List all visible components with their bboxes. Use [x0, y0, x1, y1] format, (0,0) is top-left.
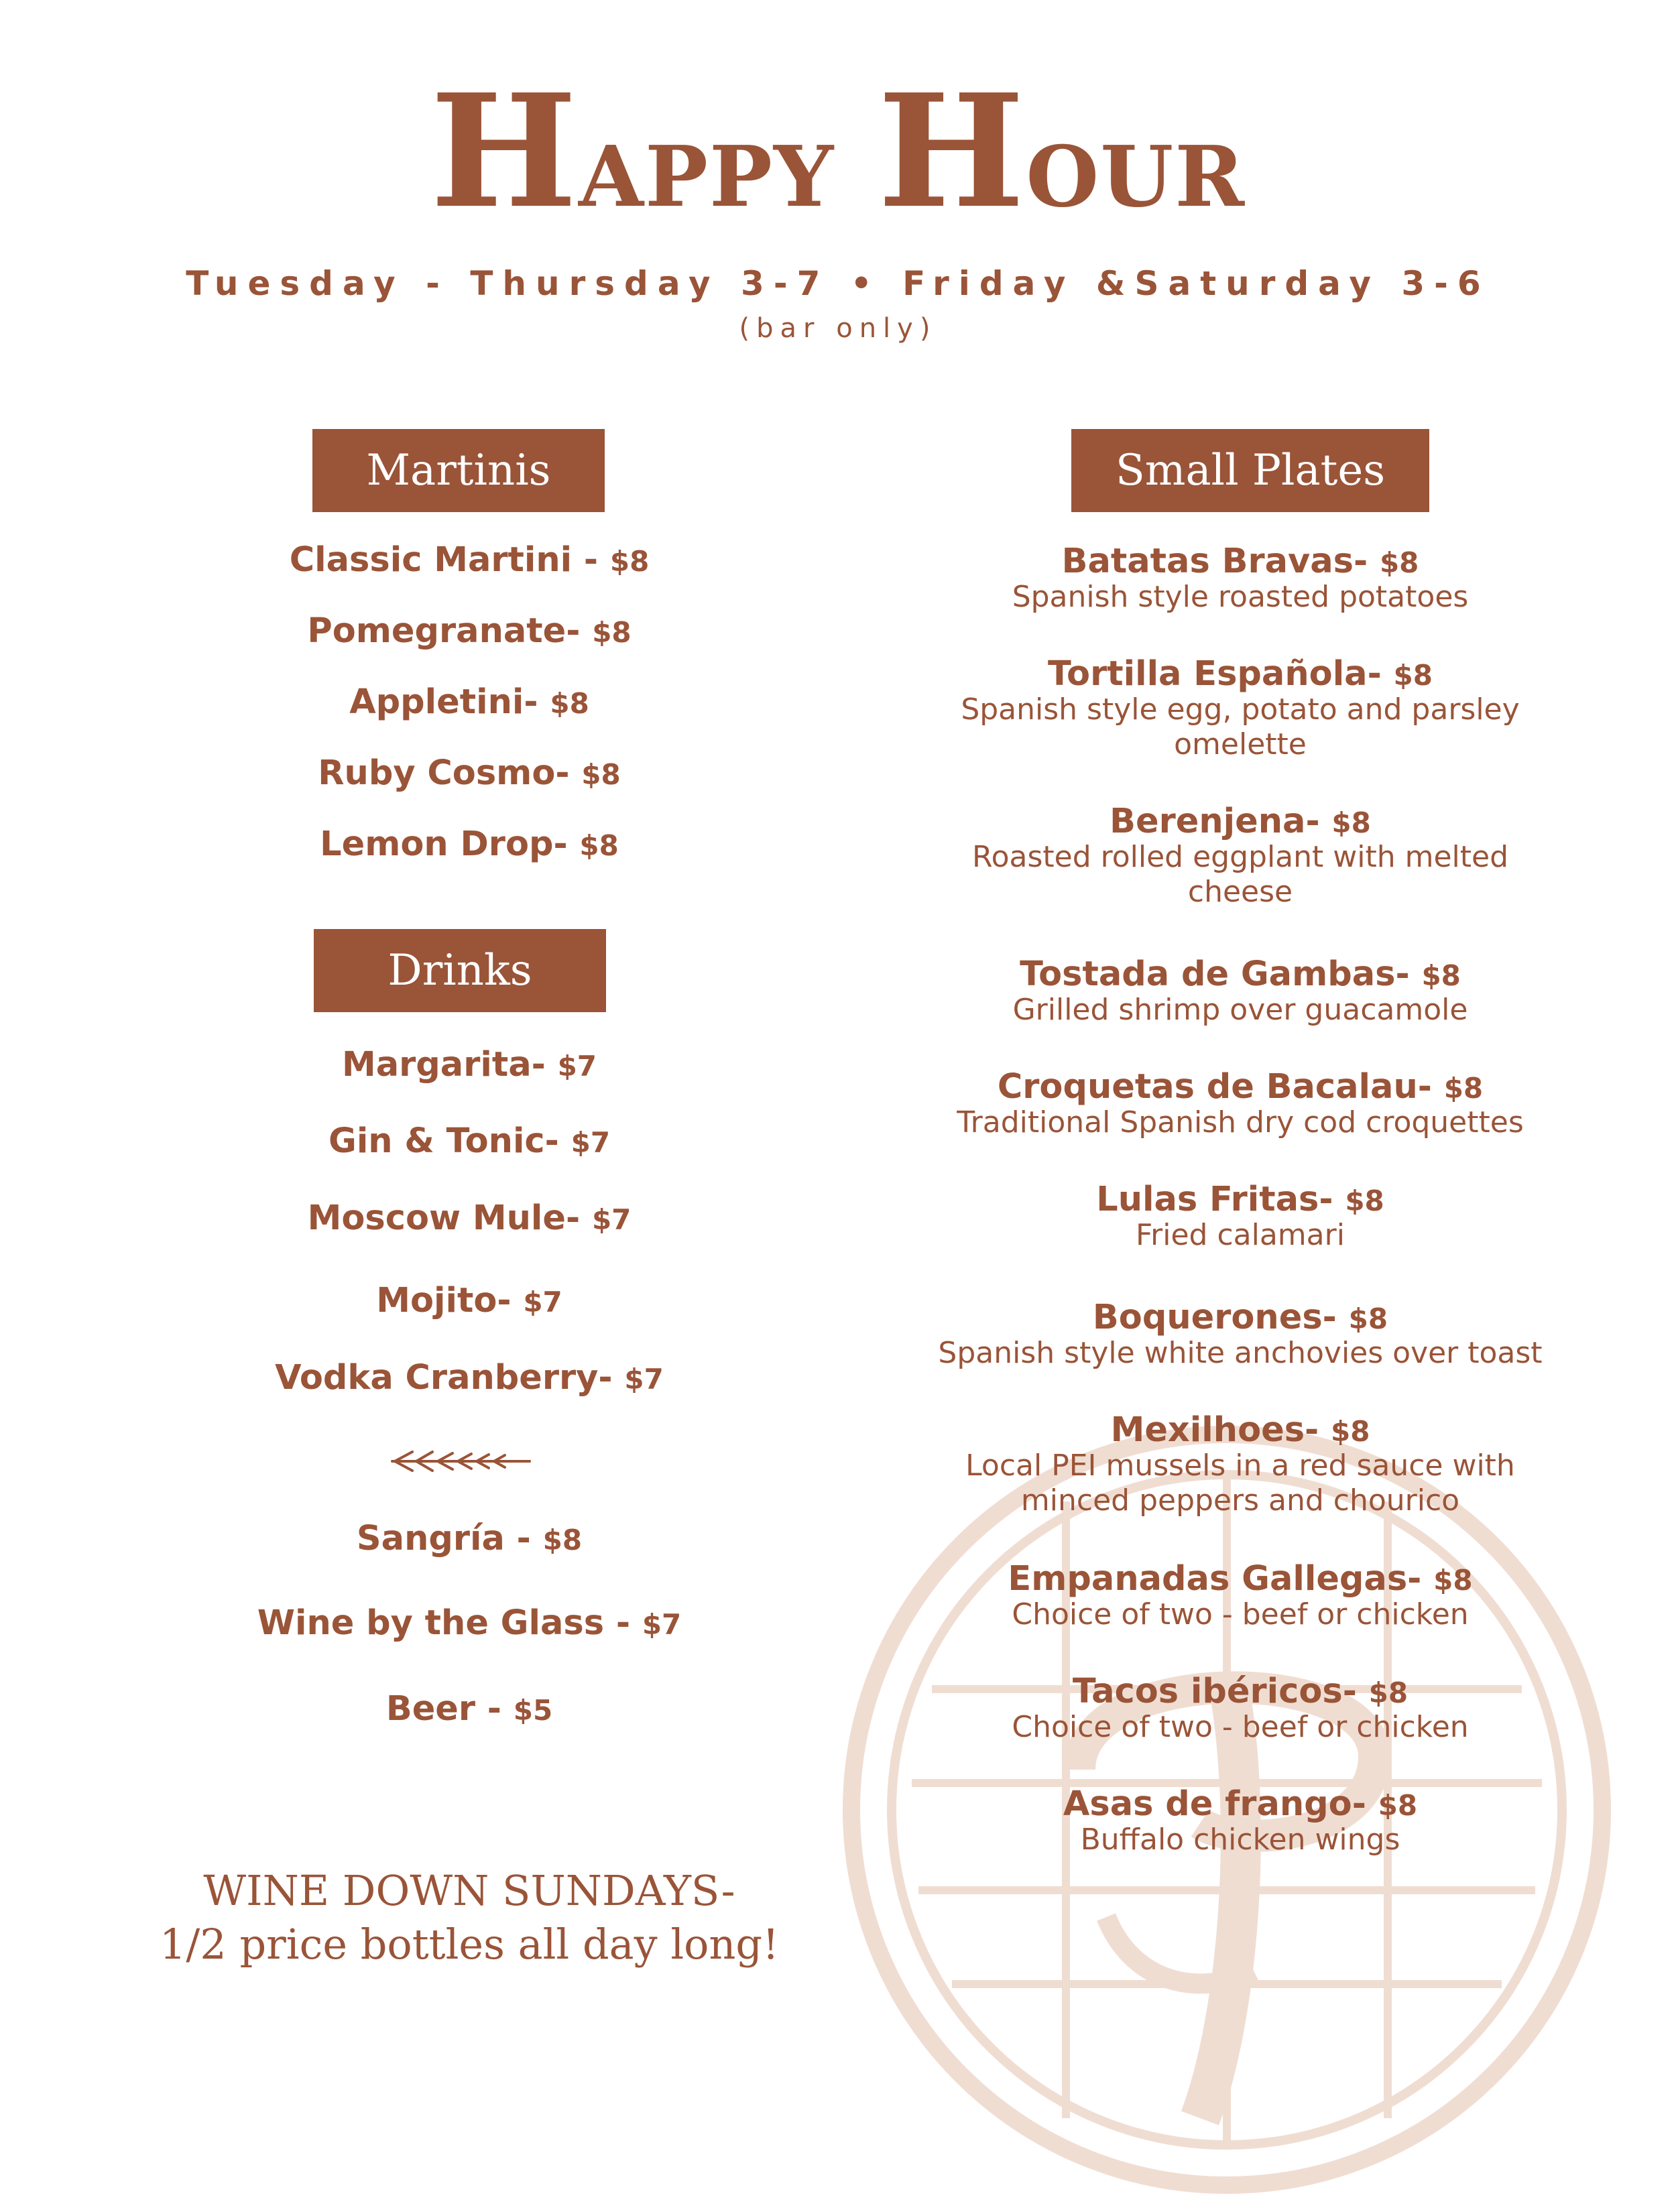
menu-item [134, 1281, 804, 1320]
menu-item [134, 1121, 804, 1161]
item-price: $8 [1348, 1302, 1388, 1335]
item-title [872, 804, 1609, 839]
item-price: $8 [579, 829, 619, 862]
promo-line-1: WINE DOWN SUNDAYS- [203, 1866, 735, 1915]
item-description: Choice of two - beef or chicken [1012, 1597, 1469, 1632]
menu-item [134, 1358, 804, 1398]
item-description: Spanish style white anchovies over toast [938, 1336, 1543, 1370]
item-price: $8 [1421, 959, 1461, 992]
menu-item [872, 1674, 1609, 1745]
item-title [872, 1410, 1609, 1450]
title-word: our [1026, 94, 1246, 234]
item-name: Gin & Tonic- [328, 1121, 571, 1161]
bar-only-note: (bar only) [739, 313, 937, 344]
item-name: Mojito- [376, 1281, 524, 1320]
promo-line-2: 1/2 price bottles all day long! [159, 1920, 780, 1969]
small-plates-heading: Small Plates [1071, 429, 1429, 512]
item-description: Spanish style roasted potatoes [1012, 580, 1469, 614]
item-name: Batatas Bravas- [1061, 542, 1380, 581]
item-price: $8 [1378, 1789, 1418, 1822]
item-title [872, 1067, 1609, 1107]
menu-item [872, 1410, 1609, 1518]
item-name: Tortilla Española- [1048, 654, 1394, 694]
menu-item [872, 1559, 1609, 1632]
item-price: $8 [1330, 1415, 1370, 1448]
item-price: $8 [1368, 1676, 1409, 1709]
item-price: $8 [550, 687, 589, 720]
item-price: $7 [557, 1050, 597, 1083]
item-name: Wine by the Glass - [257, 1603, 642, 1643]
item-name: Asas de frango- [1063, 1784, 1378, 1824]
menu-item [134, 1045, 804, 1085]
menu-item [134, 753, 804, 793]
menu-item [134, 1519, 804, 1558]
item-price: $7 [624, 1363, 664, 1396]
menu-item [134, 824, 804, 864]
martinis-heading: Martinis [312, 429, 605, 512]
menu-item [872, 1784, 1609, 1857]
item-title [872, 654, 1609, 694]
item-title [872, 1182, 1609, 1217]
drinks-heading: Drinks [314, 929, 606, 1012]
title-letter: H [878, 60, 1026, 243]
menu-item [872, 654, 1609, 762]
item-price: $8 [592, 616, 632, 649]
item-price: $8 [1379, 546, 1419, 579]
menu-item [872, 544, 1609, 615]
item-name: Beer - [385, 1689, 514, 1729]
item-description: Spanish style egg, potato and parsley omelette [961, 692, 1520, 761]
menu-item [134, 1689, 804, 1729]
item-title [872, 1674, 1609, 1709]
item-name: Moscow Mule- [307, 1199, 592, 1238]
item-name: Vodka Cranberry- [275, 1358, 625, 1398]
menu-item [872, 804, 1609, 910]
title-word: appy [579, 94, 835, 234]
item-price: $5 [513, 1694, 553, 1727]
item-name: Empanadas Gallegas- [1008, 1559, 1434, 1599]
arrow-divider-icon [385, 1448, 533, 1475]
menu-item [872, 957, 1609, 1028]
item-name: Ruby Cosmo- [318, 753, 582, 793]
item-name: Mexilhoes- [1110, 1410, 1331, 1450]
item-description: Grilled shrimp over guacamole [1012, 993, 1468, 1027]
item-price: $7 [591, 1203, 632, 1236]
menu-item [134, 682, 804, 722]
item-price: $7 [642, 1608, 682, 1641]
item-name: Berenjena- [1110, 802, 1332, 841]
item-price: $8 [1433, 1564, 1473, 1597]
item-name: Tostada de Gambas- [1020, 955, 1422, 994]
item-description: Local PEI mussels in a red sauce with minced peppers and chourico [965, 1449, 1515, 1518]
item-title [872, 1300, 1609, 1335]
item-title [872, 955, 1609, 994]
item-title [872, 542, 1609, 581]
item-description: Traditional Spanish dry cod croquettes [957, 1105, 1524, 1140]
menu-item [134, 611, 804, 651]
item-name: Lulas Fritas- [1096, 1180, 1345, 1219]
item-price: $8 [1393, 659, 1433, 692]
item-name: Margarita- [341, 1045, 558, 1085]
item-price: $7 [571, 1126, 611, 1159]
menu-item [872, 1182, 1609, 1253]
item-description: Buffalo chicken wings [1080, 1823, 1400, 1857]
menu-item [134, 540, 804, 580]
item-price: $8 [581, 758, 621, 791]
item-name: Appletini- [349, 682, 550, 722]
item-name: Boquerones- [1092, 1298, 1349, 1337]
item-name: Croquetas de Bacalau- [997, 1067, 1444, 1107]
item-name: Classic Martini - [289, 540, 610, 580]
item-price: $8 [1443, 1072, 1484, 1105]
hours-line: Tuesday - Thursday 3-7 • Friday &Saturday 3-6 [186, 264, 1490, 303]
item-name: Sangría - [356, 1519, 543, 1558]
item-description: Roasted rolled eggplant with melted cheese [971, 840, 1509, 909]
title-letter: H [430, 60, 579, 243]
menu-item [872, 1300, 1609, 1371]
item-name: Tacos ibéricos- [1072, 1672, 1369, 1711]
item-description: Fried calamari [1136, 1218, 1345, 1252]
item-price: $8 [542, 1524, 583, 1556]
page-title [0, 60, 1676, 243]
item-description: Choice of two - beef or chicken [1012, 1710, 1469, 1744]
item-price: $8 [609, 545, 650, 578]
item-title [872, 1784, 1609, 1824]
item-title [872, 1559, 1609, 1599]
menu-item [134, 1199, 804, 1238]
menu-item [134, 1603, 804, 1643]
item-price: $7 [523, 1286, 562, 1318]
item-price: $8 [1331, 806, 1371, 839]
item-name: Lemon Drop- [320, 824, 580, 864]
item-price: $8 [1345, 1184, 1384, 1217]
item-name: Pomegranate- [307, 611, 593, 651]
menu-item [872, 1067, 1609, 1140]
